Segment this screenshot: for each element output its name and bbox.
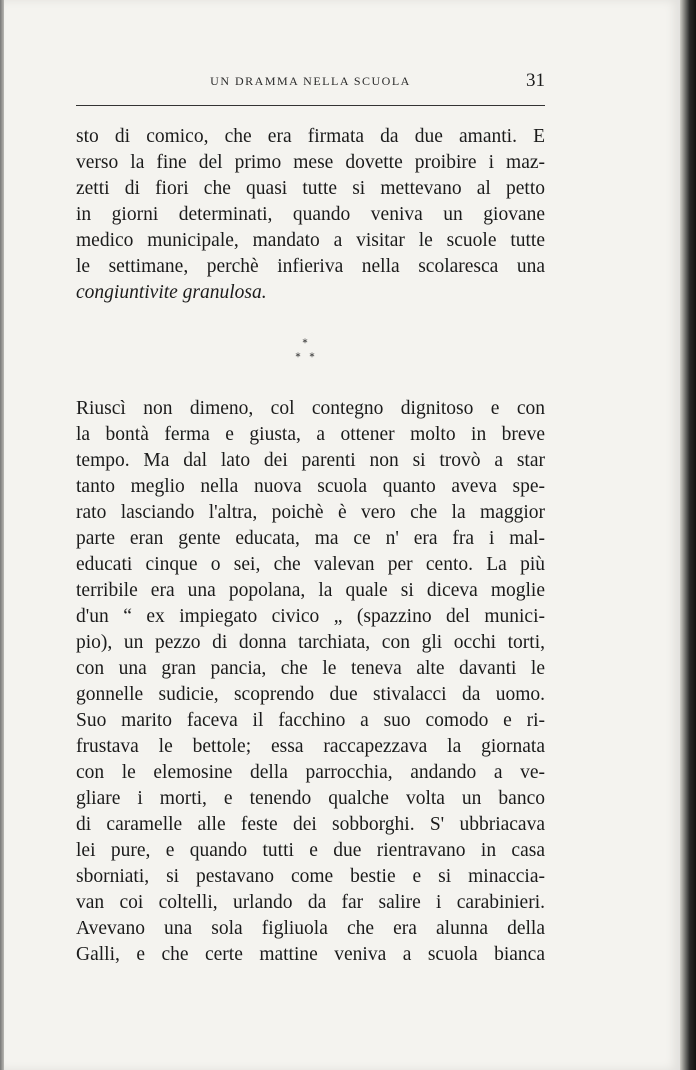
page-header xyxy=(76,70,545,96)
text-line: lei pure, e quando tutti e due rientravano in casa xyxy=(76,840,545,861)
header-rule xyxy=(76,105,545,106)
text-line: con una gran pancia, che le teneva alte davanti le xyxy=(76,658,545,679)
text-line: gliare i morti, e tenendo qualche volta un banco xyxy=(76,788,545,809)
text-line: tempo. Ma dal lato dei parenti non si trovò a star xyxy=(76,450,545,471)
text-line: Riuscì non dimeno, col contegno dignitoso e con xyxy=(76,398,545,419)
paragraph-1 xyxy=(76,124,545,306)
text-line: verso la fine del primo mese dovette proibire i maz- xyxy=(76,152,545,173)
page-number: 31 xyxy=(526,70,545,91)
text-line: di caramelle alle feste dei sobborghi. S' ubbriacava xyxy=(76,814,545,835)
text-line: gonnelle sudicie, scoprendo due stivalacci da uomo. xyxy=(76,684,545,705)
text-line-italic: congiuntivite granulosa. xyxy=(76,282,267,303)
text-line: medico municipale, mandato a visitar le scuole tutte xyxy=(76,230,545,251)
svg-text:*: * xyxy=(309,352,315,363)
text-line: tanto meglio nella nuova scuola quanto aveva spe- xyxy=(76,476,545,497)
page-binding-shadow xyxy=(680,0,696,1070)
text-line: in giorni determinati, quando veniva un giovane xyxy=(76,204,545,225)
text-line: frustava le bettole; essa raccapezzava la giornata xyxy=(76,736,545,757)
text-line: d'un “ ex impiegato civico „ (spazzino del munici- xyxy=(76,606,545,627)
text-line: sto di comico, che era firmata da due amanti. E xyxy=(76,126,545,147)
svg-text:*: * xyxy=(302,338,308,349)
svg-text:*: * xyxy=(295,352,301,363)
text-line: zetti di fiori che quasi tutte si mettevano al petto xyxy=(76,178,545,199)
text-line: parte eran gente educata, ma ce n' era fra i mal- xyxy=(76,528,545,549)
text-line: pio), un pezzo di donna tarchiata, con gli occhi torti, xyxy=(76,632,545,653)
text-line: terribile era una popolana, la quale si diceva moglie xyxy=(76,580,545,601)
text-line: rato lasciando l'altra, poichè è vero che la maggior xyxy=(76,502,545,523)
text-line: Avevano una sola figliuola che era alunna della xyxy=(76,918,545,939)
asterism-icon xyxy=(285,334,325,366)
text-line: le settimane, perchè infieriva nella scolaresca una xyxy=(76,256,545,277)
text-line: sborniati, si pestavano come bestie e si minaccia- xyxy=(76,866,545,887)
text-line: van coi coltelli, urlando da far salire i carabinieri. xyxy=(76,892,545,913)
text-line: con le elemosine della parrocchia, andando a ve- xyxy=(76,762,545,783)
text-line: Galli, e che certe mattine veniva a scuola bianca xyxy=(76,944,545,965)
text-line: la bontà ferma e giusta, a ottener molto in breve xyxy=(76,424,545,445)
paragraph-2 xyxy=(76,396,545,968)
running-head: UN DRAMMA NELLA SCUOLA xyxy=(210,74,411,88)
text-line: Suo marito faceva il facchino a suo comodo e ri- xyxy=(76,710,545,731)
text-line: educati cinque o sei, che valevan per cento. La più xyxy=(76,554,545,575)
